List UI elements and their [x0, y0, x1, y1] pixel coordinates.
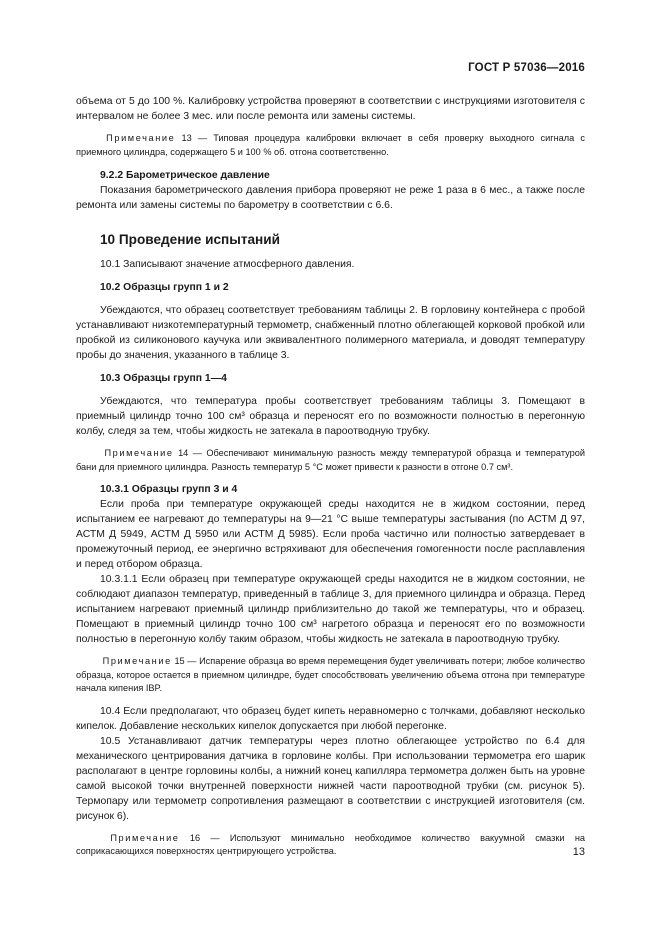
note-text: 16 — Используют минимально необходимое количество вакуумной смазки на соприкасающихся поверхностях центрирующего устройства.	[76, 832, 585, 856]
note-label: Примечание	[110, 832, 180, 843]
note-text: 13 — Типовая процедура калибровки включает в себя проверку выходного сигнала с приемного цилиндра, содержащего 5 и 100 % об. отгона соответственно.	[76, 133, 585, 157]
note-label: Примечание	[106, 133, 176, 143]
note-text: 15 — Испарение образца во время перемещения будет увеличивать потери; любое количество образца, которое остается в приемном цилиндре, будет способствовать увеличению объема отгона при температуре начала кипения IBP.	[76, 656, 585, 693]
section-heading-9-2-2: 9.2.2 Барометрическое давление	[100, 170, 270, 181]
note-14	[76, 447, 585, 474]
paragraph-10-3: Убеждаются, что температура пробы соответствует требованиям таблицы 3. Помещают в приемный цилиндр точно 100 см³ образца и переносят его по возможности полностью в перегонную колбу, следя за тем, чтобы жидкость не затекала в пароотводную трубку.	[76, 396, 585, 437]
section-heading-10-3: 10.3 Образцы групп 1—4	[100, 373, 227, 384]
section-heading-10-2: 10.2 Образцы групп 1 и 2	[100, 282, 229, 293]
note-label: Примечание	[102, 656, 172, 666]
note-13	[76, 132, 585, 159]
paragraph-10-2: Убеждаются, что образец соответствует требованиям таблицы 2. В горловину контейнера с пробой устанавливают низкотемпературный термометр, снабженный плотно облегающей корковой пробкой или пробкой из силиконового каучука или эквивалентного полимерного материала, и доводят температуру пробы до значения, указанного в таблице 3.	[76, 305, 585, 361]
paragraph-10-4: 10.4 Если предполагают, что образец будет кипеть неравномерно с толчками, добавляют несколько кипелок. Добавление нескольких кипелок допускается при любой перегонке.	[76, 705, 585, 732]
note-16	[76, 832, 585, 859]
paragraph-10-1: 10.1 Записывают значение атмосферного давления.	[100, 259, 355, 270]
paragraph-9-2-2: Показания барометрического давления прибора проверяют не реже 1 раза в 6 мес., а также после ремонта или замены системы по барометру в соответствии с 6.6.	[76, 185, 585, 211]
page-body	[76, 94, 585, 859]
page-number: 13	[572, 846, 585, 858]
paragraph-10-5: 10.5 Устанавливают датчик температуры через плотно облегающее устройство по 6.4 для механического центрирования датчика в горловине колбы. При использовании термометра его шарик располагают в центре горловины колбы, а нижний конец капилляра термометра должен быть на уровне самой высокой точки внутренней поверхности нижней части пароотводной трубки (см. рисунок 5). Термопару или термометр сопротивления размещают в соответствии с инструкцией изготовителя (см. рисунок 6).	[76, 735, 585, 822]
note-label: Примечание	[104, 448, 174, 458]
note-15	[76, 655, 585, 696]
paragraph-10-3-1: Если проба при температуре окружающей среды находится не в жидком состоянии, перед испытанием ее нагревают до температуры на 9—21 °С выше температуры застывания (по АСТМ Д 97, АСТМ Д 5949, АСТМ Д 5950 или АСТМ Д 5985). Если проба частично или полностью затвердевает в промежуточный период, ее энергично встряхивают для обеспечения гомогенности после расплавления и перед отбором образца.	[76, 499, 585, 570]
note-text: 14 — Обеспечивают минимальную разность между температурой образца и температурой бани для приемного цилиндра. Разность температур 5 °С может привести к разности в отгоне 0.7 см³.	[76, 448, 585, 472]
section-heading-10-3-1: 10.3.1 Образцы групп 3 и 4	[100, 484, 238, 495]
paragraph-10-3-1-1: 10.3.1.1 Если образец при температуре окружающей среды находится не в жидком состоянии, не соблюдают диапазон температур, приведенный в таблице 3, для приемного цилиндра и образца. Перед испытанием нагревают приемный цилиндр приблизительно до такой же температуры, что и образец. Помещают в приемный цилиндр точно 100 см³ нагретого образца и переносят его по возможности полностью в перегонную колбу таким образом, чтобы жидкость не затекала в пароотводную трубку.	[76, 574, 585, 645]
section-heading-10: 10 Проведение испытаний	[100, 232, 280, 247]
document-header: ГОСТ Р 57036—2016	[468, 62, 585, 74]
paragraph-continuation: объема от 5 до 100 %. Калибровку устройства проверяют в соответствии с инструкциями изготовителя с интервалом не более 3 мес. или после ремонта или замены системы.	[76, 96, 585, 122]
